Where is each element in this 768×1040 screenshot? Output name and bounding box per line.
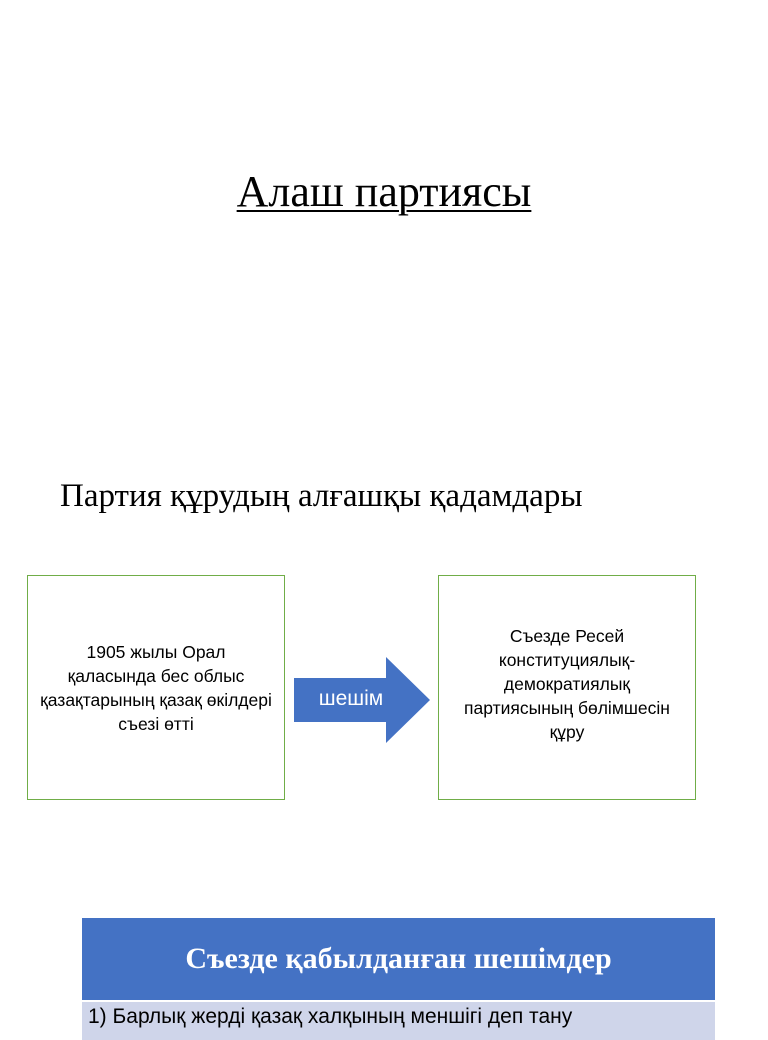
- flow-arrow-label: шешім: [318, 687, 384, 710]
- flow-arrow: [294, 657, 430, 743]
- decisions-table-header: Съезде қабылданған шешімдер: [82, 918, 715, 1000]
- flow-box-event: [27, 575, 285, 800]
- flow-box-event-text: 1905 жылы Орал қаласында бес облыс қазақтарының қазақ өкілдері съезі өтті: [40, 641, 272, 734]
- section-subtitle: Партия құрудың алғашқы қадамдары: [60, 478, 583, 514]
- flow-box-decision: [438, 575, 696, 800]
- flow-box-decision-text: Съезде Ресей конституциялық-демократиялық партиясының бөлімшесін құру: [464, 626, 670, 742]
- page-title: Алаш партиясы: [236, 167, 532, 216]
- table-row: 1) Барлық жерді қазақ халқының меншігі деп тану: [82, 1000, 715, 1040]
